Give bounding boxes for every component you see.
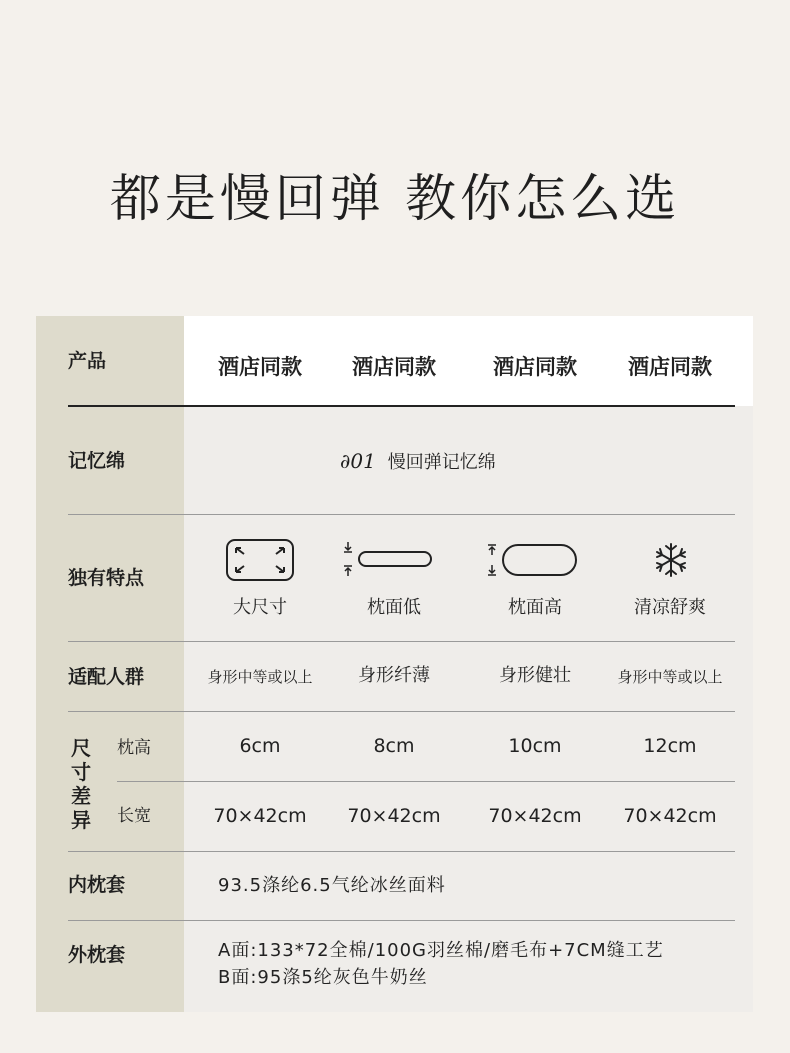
memory-text: 慢回弹记忆绵 bbox=[387, 452, 496, 473]
row-divider bbox=[117, 781, 735, 782]
dimension-3: 70×42cm bbox=[488, 805, 582, 827]
low-pillow-icon bbox=[342, 540, 432, 578]
dimension-2: 70×42cm bbox=[347, 805, 441, 827]
feature-label-4: 清凉舒爽 bbox=[634, 597, 706, 618]
header-divider bbox=[68, 405, 735, 407]
row-divider bbox=[68, 641, 735, 642]
product-3: 酒店同款 bbox=[493, 355, 577, 379]
row-divider bbox=[68, 514, 735, 515]
label-audience: 适配人群 bbox=[68, 666, 145, 688]
product-2: 酒店同款 bbox=[352, 355, 436, 379]
comparison-table bbox=[184, 316, 753, 1012]
high-pillow-icon bbox=[486, 543, 578, 577]
feature-label-3: 枕面高 bbox=[508, 597, 562, 618]
label-height: 枕高 bbox=[117, 738, 151, 758]
audience-3: 身形健壮 bbox=[499, 665, 571, 686]
audience-4: 身形中等或以上 bbox=[617, 668, 723, 686]
product-4: 酒店同款 bbox=[628, 355, 712, 379]
height-2: 8cm bbox=[373, 735, 415, 757]
label-dimension: 长宽 bbox=[117, 806, 151, 826]
row-label-column bbox=[36, 316, 184, 1012]
label-outer-cover: 外枕套 bbox=[68, 944, 126, 966]
dimension-1: 70×42cm bbox=[213, 805, 307, 827]
label-feature: 独有特点 bbox=[68, 567, 145, 589]
label-inner-cover: 内枕套 bbox=[68, 874, 126, 896]
dimension-4: 70×42cm bbox=[623, 805, 717, 827]
audience-1: 身形中等或以上 bbox=[207, 668, 313, 686]
outer-cover-side-a: A面:133*72全棉/100G羽丝棉/磨毛布+7CM缝工艺 bbox=[218, 940, 664, 961]
feature-label-2: 枕面低 bbox=[367, 597, 421, 618]
feature-label-1: 大尺寸 bbox=[233, 597, 287, 618]
outer-cover-side-b: B面:95涤5纶灰色牛奶丝 bbox=[218, 967, 428, 988]
snowflake-icon bbox=[654, 542, 688, 578]
label-product: 产品 bbox=[68, 350, 107, 372]
page-title: 都是慢回弹 教你怎么选 bbox=[109, 170, 681, 229]
row-divider bbox=[68, 711, 735, 712]
expand-arrows-icon bbox=[226, 539, 294, 581]
height-4: 12cm bbox=[643, 735, 697, 757]
height-3: 10cm bbox=[508, 735, 562, 757]
height-1: 6cm bbox=[239, 735, 281, 757]
label-memory: 记忆绵 bbox=[68, 450, 126, 472]
memory-code: ∂01 bbox=[340, 449, 376, 473]
label-size: 尺寸差异 bbox=[71, 736, 91, 832]
row-divider bbox=[68, 920, 735, 921]
memory-foam-spec bbox=[340, 448, 496, 476]
inner-cover-spec: 93.5涤纶6.5气纶冰丝面料 bbox=[218, 875, 446, 896]
row-divider bbox=[68, 851, 735, 852]
product-1: 酒店同款 bbox=[218, 355, 302, 379]
audience-2: 身形纤薄 bbox=[358, 665, 430, 686]
